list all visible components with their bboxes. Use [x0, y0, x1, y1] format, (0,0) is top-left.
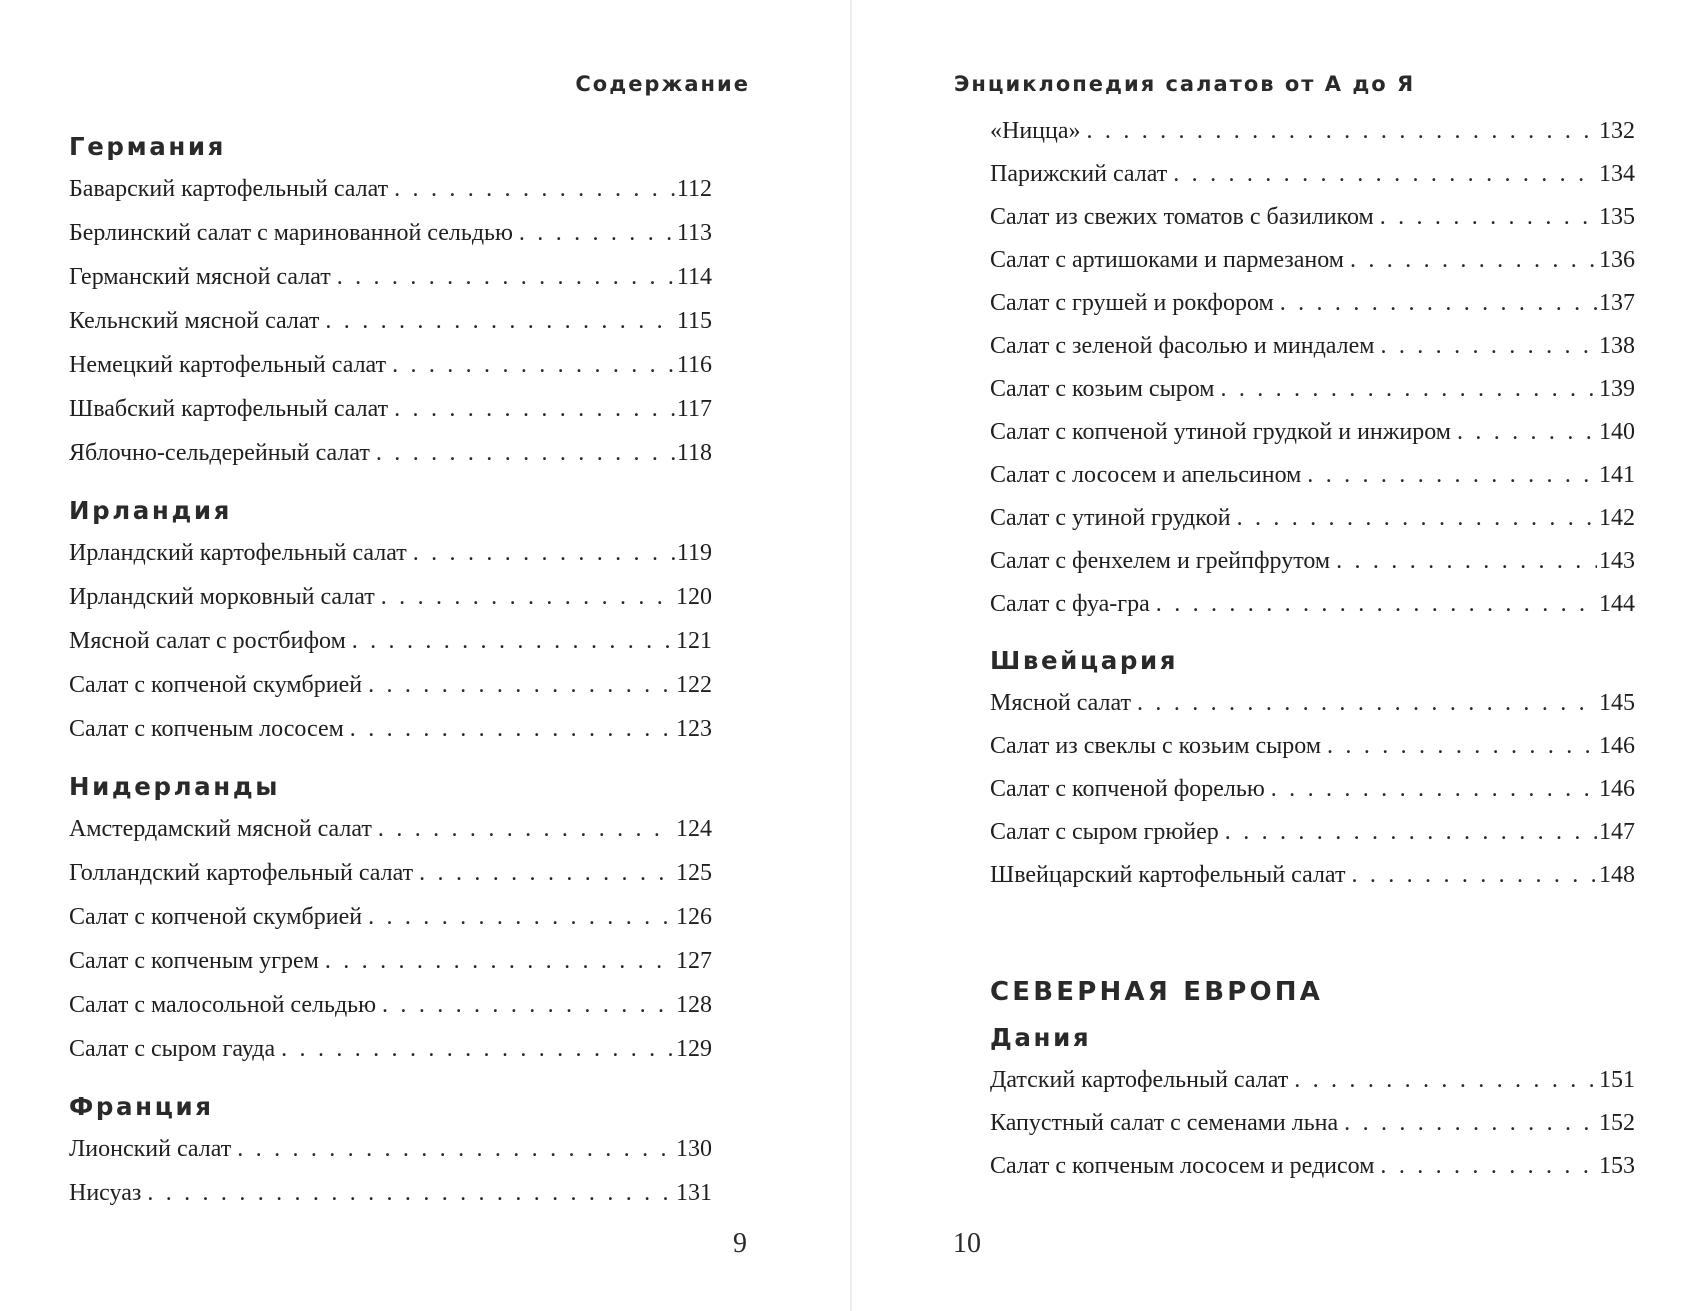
toc-entry	[990, 684, 1635, 727]
country-heading: Дания	[990, 1023, 1092, 1052]
dot-leader	[1350, 241, 1597, 279]
toc-entry	[990, 413, 1635, 456]
entry-title: Салат с копченым угрем	[69, 948, 319, 974]
entry-page-number: 148	[1599, 862, 1635, 888]
country-heading: Германия	[69, 132, 226, 161]
dot-leader	[147, 1174, 674, 1212]
toc-entry	[69, 434, 712, 478]
dot-leader	[394, 390, 675, 428]
entry-title: Голландский картофельный салат	[69, 860, 414, 886]
dot-leader	[1380, 327, 1597, 365]
dot-leader	[381, 578, 674, 616]
toc-entry	[69, 854, 712, 898]
entry-page-number: 152	[1599, 1110, 1635, 1136]
entry-title: Мясной салат с ростбифом	[69, 628, 346, 654]
dot-leader	[394, 170, 675, 208]
entry-page-number: 128	[676, 992, 712, 1018]
entry-title: Швейцарский картофельный салат	[990, 862, 1346, 888]
dot-leader	[1327, 727, 1597, 765]
dot-leader	[1271, 770, 1597, 808]
dot-leader	[1173, 155, 1597, 193]
entry-page-number: 130	[676, 1136, 712, 1162]
dot-leader	[1087, 112, 1597, 150]
toc-entry	[990, 456, 1635, 499]
entry-title: Амстердамский мясной салат	[69, 816, 372, 842]
toc-entry	[69, 390, 712, 434]
entry-page-number: 137	[1599, 290, 1635, 316]
toc-entry	[990, 585, 1635, 628]
entry-title: Баварский картофельный салат	[69, 176, 389, 202]
entry-page-number: 146	[1599, 733, 1635, 759]
entry-page-number: 136	[1599, 247, 1635, 273]
dot-leader	[1280, 284, 1597, 322]
entry-title: Салат с фенхелем и грейпфрутом	[990, 548, 1331, 574]
entry-title: Ирландский морковный салат	[69, 584, 375, 610]
dot-leader	[1380, 198, 1597, 236]
toc-entry	[990, 198, 1635, 241]
toc-entry	[69, 1174, 712, 1218]
entry-page-number: 117	[676, 396, 712, 422]
dot-leader	[376, 434, 675, 472]
entry-page-number: 116	[676, 352, 712, 378]
dot-leader	[382, 986, 674, 1024]
country-heading: Швейцария	[990, 646, 1179, 675]
running-head: Содержание	[575, 72, 750, 96]
dot-leader	[1336, 542, 1597, 580]
entry-page-number: 119	[676, 540, 712, 566]
entry-title: Швабский картофельный салат	[69, 396, 389, 422]
toc-entry	[69, 214, 712, 258]
entry-title: Салат с утиной грудкой	[990, 505, 1231, 531]
entry-page-number: 123	[676, 716, 712, 742]
toc-entry	[69, 258, 712, 302]
dot-leader	[378, 810, 674, 848]
entry-page-number: 143	[1599, 548, 1635, 574]
entry-title: Яблочно-сельдерейный салат	[69, 440, 370, 466]
country-heading: Ирландия	[69, 496, 232, 525]
entry-page-number: 118	[676, 440, 712, 466]
entry-title: Салат с копченой скумбрией	[69, 904, 363, 930]
entry-title: Нисуаз	[69, 1180, 142, 1206]
toc-entry	[990, 1061, 1635, 1104]
toc-entry	[69, 942, 712, 986]
entry-title: Кельнский мясной салат	[69, 308, 320, 334]
entry-page-number: 134	[1599, 161, 1635, 187]
entry-title: Мясной салат	[990, 690, 1132, 716]
entry-page-number: 138	[1599, 333, 1635, 359]
dot-leader	[1351, 856, 1597, 894]
dot-leader	[1137, 684, 1597, 722]
toc-entry	[990, 241, 1635, 284]
region-heading: СЕВЕРНАЯ ЕВРОПА	[990, 977, 1324, 1007]
dot-leader	[1307, 456, 1597, 494]
toc-entry	[990, 727, 1635, 770]
entry-title: Салат с копченым лососем и редисом	[990, 1153, 1375, 1179]
running-head: Энциклопедия салатов от А до Я	[954, 72, 1416, 96]
toc-entry	[990, 542, 1635, 585]
dot-leader	[1237, 499, 1597, 537]
entry-page-number: 131	[676, 1180, 712, 1206]
page-number: 10	[953, 1228, 981, 1259]
dot-leader	[1294, 1061, 1597, 1099]
toc-entry	[69, 578, 712, 622]
toc-entry	[69, 710, 712, 754]
toc-entry	[990, 284, 1635, 327]
toc-entry	[990, 1147, 1635, 1190]
toc-entry	[990, 770, 1635, 813]
dot-leader	[325, 302, 675, 340]
toc-entry	[990, 1104, 1635, 1147]
entry-page-number: 127	[676, 948, 712, 974]
entry-page-number: 142	[1599, 505, 1635, 531]
toc-entry	[990, 327, 1635, 370]
entry-page-number: 122	[676, 672, 712, 698]
entry-page-number: 135	[1599, 204, 1635, 230]
toc-entry	[69, 534, 712, 578]
table-of-contents	[69, 124, 712, 1218]
dot-leader	[419, 854, 674, 892]
entry-page-number: 140	[1599, 419, 1635, 445]
entry-page-number: 147	[1599, 819, 1635, 845]
toc-entry	[990, 155, 1635, 198]
dot-leader	[1344, 1104, 1597, 1142]
country-heading: Франция	[69, 1092, 214, 1121]
entry-page-number: 121	[676, 628, 712, 654]
dot-leader	[350, 710, 674, 748]
dot-leader	[368, 898, 674, 936]
dot-leader	[1220, 370, 1597, 408]
entry-title: Салат из свеклы с козьим сыром	[990, 733, 1322, 759]
entry-title: Салат с копченой форелью	[990, 776, 1265, 802]
entry-title: Салат с малосольной сельдью	[69, 992, 377, 1018]
toc-entry	[990, 499, 1635, 542]
toc-entry	[69, 622, 712, 666]
entry-title: Салат с сыром гауда	[69, 1036, 276, 1062]
entry-page-number: 151	[1599, 1067, 1635, 1093]
entry-title: «Ницца»	[990, 118, 1081, 144]
toc-entry	[69, 898, 712, 942]
toc-entry	[990, 370, 1635, 413]
entry-title: Лионский салат	[69, 1136, 232, 1162]
entry-title: Салат с артишоками и пармезаном	[990, 247, 1344, 273]
entry-title: Салат с копченой утиной грудкой и инжиром	[990, 419, 1451, 445]
entry-title: Немецкий картофельный салат	[69, 352, 387, 378]
dot-leader	[1156, 585, 1597, 623]
toc-entry	[69, 810, 712, 854]
entry-page-number: 146	[1599, 776, 1635, 802]
entry-title: Германский мясной салат	[69, 264, 331, 290]
dot-leader	[1457, 413, 1597, 451]
toc-entry	[69, 666, 712, 710]
entry-page-number: 141	[1599, 462, 1635, 488]
entry-page-number: 126	[676, 904, 712, 930]
entry-page-number: 132	[1599, 118, 1635, 144]
toc-entry	[990, 112, 1635, 155]
dot-leader	[519, 214, 675, 252]
entry-title: Парижский салат	[990, 161, 1168, 187]
dot-leader	[337, 258, 675, 296]
entry-title: Салат с копченой скумбрией	[69, 672, 363, 698]
toc-entry	[69, 1030, 712, 1074]
entry-title: Салат с фуа-гра	[990, 591, 1150, 617]
entry-title: Салат с сыром грюйер	[990, 819, 1219, 845]
dot-leader	[368, 666, 674, 704]
right-page	[850, 0, 1695, 1311]
toc-entry	[990, 856, 1635, 899]
entry-page-number: 153	[1599, 1153, 1635, 1179]
entry-title: Салат с грушей и рокфором	[990, 290, 1274, 316]
dot-leader	[413, 534, 675, 572]
dot-leader	[352, 622, 674, 660]
page-number: 9	[733, 1228, 747, 1259]
entry-title: Капустный салат с семенами льна	[990, 1110, 1339, 1136]
toc-entry	[69, 986, 712, 1030]
toc-entry	[990, 813, 1635, 856]
entry-page-number: 125	[676, 860, 712, 886]
dot-leader	[1380, 1147, 1597, 1185]
entry-title: Салат из свежих томатов с базиликом	[990, 204, 1374, 230]
country-heading: Нидерланды	[69, 772, 280, 801]
entry-page-number: 114	[676, 264, 712, 290]
entry-title: Салат с зеленой фасолью и миндалем	[990, 333, 1375, 359]
entry-title: Салат с лососем и апельсином	[990, 462, 1302, 488]
dot-leader	[325, 942, 674, 980]
dot-leader	[392, 346, 675, 384]
dot-leader	[237, 1130, 674, 1168]
entry-page-number: 115	[676, 308, 712, 334]
dot-leader	[1225, 813, 1597, 851]
entry-title: Салат с копченым лососем	[69, 716, 344, 742]
entry-title: Датский картофельный салат	[990, 1067, 1289, 1093]
entry-title: Салат с козьим сыром	[990, 376, 1215, 402]
entry-page-number: 124	[676, 816, 712, 842]
toc-entry	[69, 302, 712, 346]
entry-page-number: 145	[1599, 690, 1635, 716]
table-of-contents	[990, 112, 1635, 1190]
toc-entry	[69, 170, 712, 214]
entry-page-number: 120	[676, 584, 712, 610]
toc-entry	[69, 1130, 712, 1174]
entry-page-number: 139	[1599, 376, 1635, 402]
dot-leader	[281, 1030, 674, 1068]
entry-title: Берлинский салат с маринованной сельдью	[69, 220, 513, 246]
toc-entry	[69, 346, 712, 390]
entry-page-number: 113	[676, 220, 712, 246]
entry-page-number: 129	[676, 1036, 712, 1062]
entry-title: Ирландский картофельный салат	[69, 540, 407, 566]
entry-page-number: 144	[1599, 591, 1635, 617]
entry-page-number: 112	[676, 176, 712, 202]
